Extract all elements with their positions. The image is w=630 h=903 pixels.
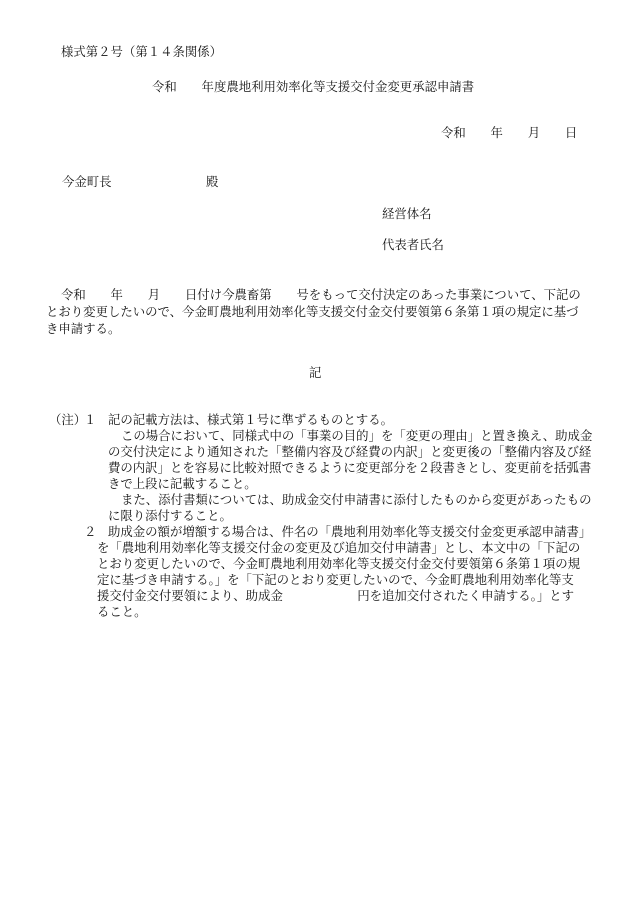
date-line: 令和 年 月 日 <box>441 125 578 140</box>
ki-heading: 記 <box>309 365 322 380</box>
form-number: 様式第２号（第１４条関係） <box>61 44 223 59</box>
note-line: 援交付金交付要領により、助成金 円を追加交付されたく申請する。」とす <box>97 588 575 603</box>
document-title: 令和 年度農地利用効率化等支援交付金変更承認申請書 <box>152 79 475 94</box>
body-line: とおり変更したいので、今金町農地利用効率化等支援交付金交付要領第６条第１項の規定に基づ <box>46 304 579 319</box>
note-number: １ <box>84 412 97 427</box>
addressee-honorific: 殿 <box>206 174 219 189</box>
notes-label: （注） <box>49 412 87 427</box>
note-line: きで上段に記載すること。 <box>108 476 257 491</box>
applicant-entity-label: 経営体名 <box>382 206 432 221</box>
note-line: とおり変更したいので、今金町農地利用効率化等支援交付金交付要領第６条第１項の規 <box>97 556 580 571</box>
applicant-representative-label: 代表者氏名 <box>382 237 444 252</box>
note-line: に限り添付すること。 <box>108 508 232 523</box>
note-line: 費の内訳」とを容易に比較対照できるように変更部分を２段書きとし、変更前を括弧書 <box>108 460 592 475</box>
note-line: の交付決定により通知された「整備内容及び経費の内訳」と変更後の「整備内容及び経 <box>108 444 592 459</box>
note-line: 記の記載方法は、様式第１号に準ずるものとする。 <box>108 412 393 427</box>
note-line: を「農地利用効率化等支援交付金の変更及び追加交付申請書」とし、本文中の「下記の <box>97 540 581 555</box>
note-line: また、添付書類については、助成金交付申請書に添付したものから変更があったもの <box>121 492 592 507</box>
note-line: 定に基づき申請する。」を「下記のとおり変更したいので、今金町農地利用効率化等支 <box>97 572 574 587</box>
addressee-name: 今金町長 <box>62 174 112 189</box>
note-line: 助成金の額が増額する場合は、件名の「農地利用効率化等支援交付金変更承認申請書」 <box>108 524 592 539</box>
note-line: この場合において、同様式中の「事業の目的」を「変更の理由」と置き換え、助成金 <box>121 428 593 443</box>
note-number: ２ <box>84 524 97 539</box>
note-line: ること。 <box>97 604 147 619</box>
body-line: 令和 年 月 日付け今農畜第 号をもって交付決定のあった事業について、下記の <box>61 287 581 302</box>
body-line: き申請する。 <box>46 321 121 336</box>
